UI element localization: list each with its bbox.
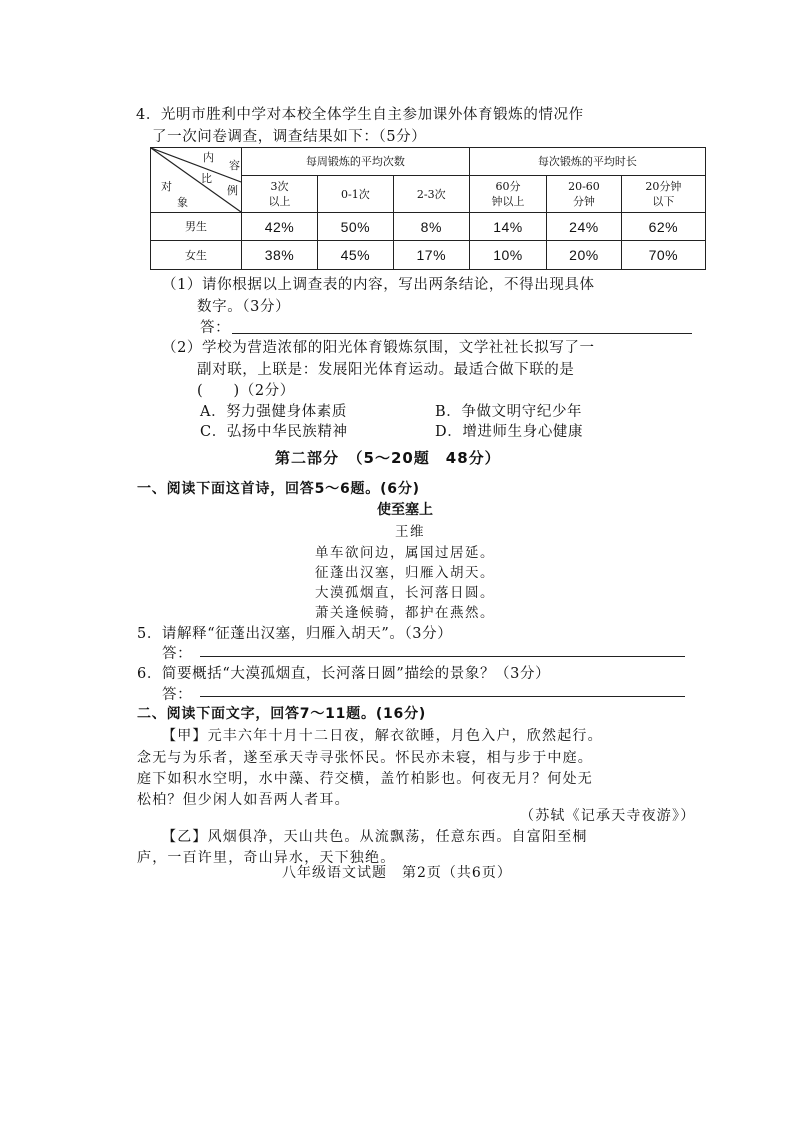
passage-jia-source: （苏轼《记承天寺夜游》）: [520, 808, 696, 824]
option-c: C．弘扬中华民族精神: [200, 424, 348, 440]
answer-line[interactable]: [232, 333, 692, 334]
table-cell: 20%: [547, 241, 622, 270]
row-label: 女生: [151, 241, 242, 270]
page-footer: 八年级语文试题 第2页（共6页）: [282, 865, 512, 881]
subheader: 0-1次: [317, 176, 393, 213]
question-5: 5．请解释“征蓬出汉塞，归雁入胡天”。（3分）: [137, 626, 453, 642]
table-row: [151, 241, 706, 270]
q4-line1: 4．光明市胜利中学对本校全体学生自主参加课外体育锻炼的情况作: [136, 107, 584, 123]
table-cell: 45%: [317, 241, 393, 270]
diagonal-header-cell: [151, 148, 242, 213]
answer-label: 答：: [162, 646, 193, 662]
table-cell: 14%: [469, 213, 546, 241]
table-cell: 42%: [242, 213, 318, 241]
subheader: 3次 以上: [242, 176, 318, 213]
survey-table: [150, 147, 706, 270]
option-d: D．增进师生身心健康: [435, 424, 584, 440]
passage-jia-line: 庭下如积水空明，水中藻、荇交横，盖竹柏影也。何夜无月？何处无: [137, 771, 593, 787]
q4-line2: 了一次问卷调查，调查结果如下：（5分）: [152, 129, 427, 145]
option-b: B．争做文明守纪少年: [435, 404, 583, 420]
option-a: A．努力强健身体素质: [200, 404, 347, 420]
table-row: [151, 213, 706, 241]
q4-part1-line1: （1）请你根据以上调查表的内容，写出两条结论，不得出现具体: [162, 277, 595, 293]
diag-label: 例: [227, 184, 238, 197]
poem-title: 使至塞上: [377, 502, 433, 518]
subheader: 2-3次: [393, 176, 469, 213]
answer-line[interactable]: [200, 696, 685, 697]
diag-label: 容: [229, 159, 240, 172]
table-cell: 50%: [317, 213, 393, 241]
subheader: 20-60 分钟: [547, 176, 622, 213]
q4-part1-line2: 数字。（3分）: [197, 299, 291, 315]
poem-line: 大漠孤烟直，长河落日圆。: [315, 585, 495, 601]
table-cell: 10%: [469, 241, 546, 270]
diag-label: 内: [203, 151, 214, 164]
diag-label: 象: [177, 196, 188, 209]
group-header-frequency: 每周锻炼的平均次数: [242, 148, 470, 176]
subheader: 60分 钟以上: [469, 176, 546, 213]
q4-part2-line1: （2）学校为营造浓郁的阳光体育锻炼氛围，文学社社长拟写了一: [162, 340, 595, 356]
passage-jia-line: 松柏？但少闲人如吾两人者耳。: [137, 792, 350, 808]
poem-line: 单车欲问边，属国过居延。: [315, 545, 495, 561]
poem-line: 征蓬出汉塞，归雁入胡天。: [315, 565, 495, 581]
row-label: 男生: [151, 213, 242, 241]
diag-label: 对: [161, 180, 172, 193]
section1-heading: 一、阅读下面这首诗，回答5～6题。(6分): [137, 481, 420, 497]
table-cell: 38%: [242, 241, 318, 270]
part2-title: 第二部分 （5～20题 48分）: [275, 449, 501, 467]
poem-author: 王维: [395, 524, 425, 540]
passage-jia-line: 【甲】元丰六年十月十二日夜，解衣欲睡，月色入户，欣然起行。: [162, 728, 603, 744]
subheader: 20分钟 以下: [621, 176, 705, 213]
q4-part2-line3: ( )（2分）: [197, 383, 295, 399]
diag-label: 比: [201, 172, 212, 185]
passage-yi-line: 【乙】风烟俱净，天山共色。从流飘荡，任意东西。自富阳至桐: [162, 829, 588, 845]
table-cell: 8%: [393, 213, 469, 241]
table-cell: 62%: [621, 213, 705, 241]
table-cell: 17%: [393, 241, 469, 270]
section2-heading: 二、阅读下面文字，回答7～11题。(16分): [137, 706, 427, 722]
question-6: 6．简要概括“大漠孤烟直，长河落日圆”描绘的景象？（3分）: [137, 666, 551, 682]
passage-jia-line: 念无与为乐者，遂至承天寺寻张怀民。怀民亦未寝，相与步于中庭。: [137, 750, 593, 766]
answer-label: 答：: [200, 320, 231, 336]
passage-yi-line: 庐，一百许里，奇山异水，天下独绝。: [137, 850, 396, 866]
table-cell: 70%: [621, 241, 705, 270]
group-header-duration: 每次锻炼的平均时长: [469, 148, 705, 176]
poem-line: 萧关逢候骑，都护在燕然。: [315, 605, 495, 621]
q4-part2-line2: 副对联，上联是：发展阳光体育运动。最适合做下联的是: [197, 362, 575, 378]
answer-label: 答：: [162, 687, 193, 703]
table-cell: 24%: [547, 213, 622, 241]
answer-line[interactable]: [200, 656, 685, 657]
